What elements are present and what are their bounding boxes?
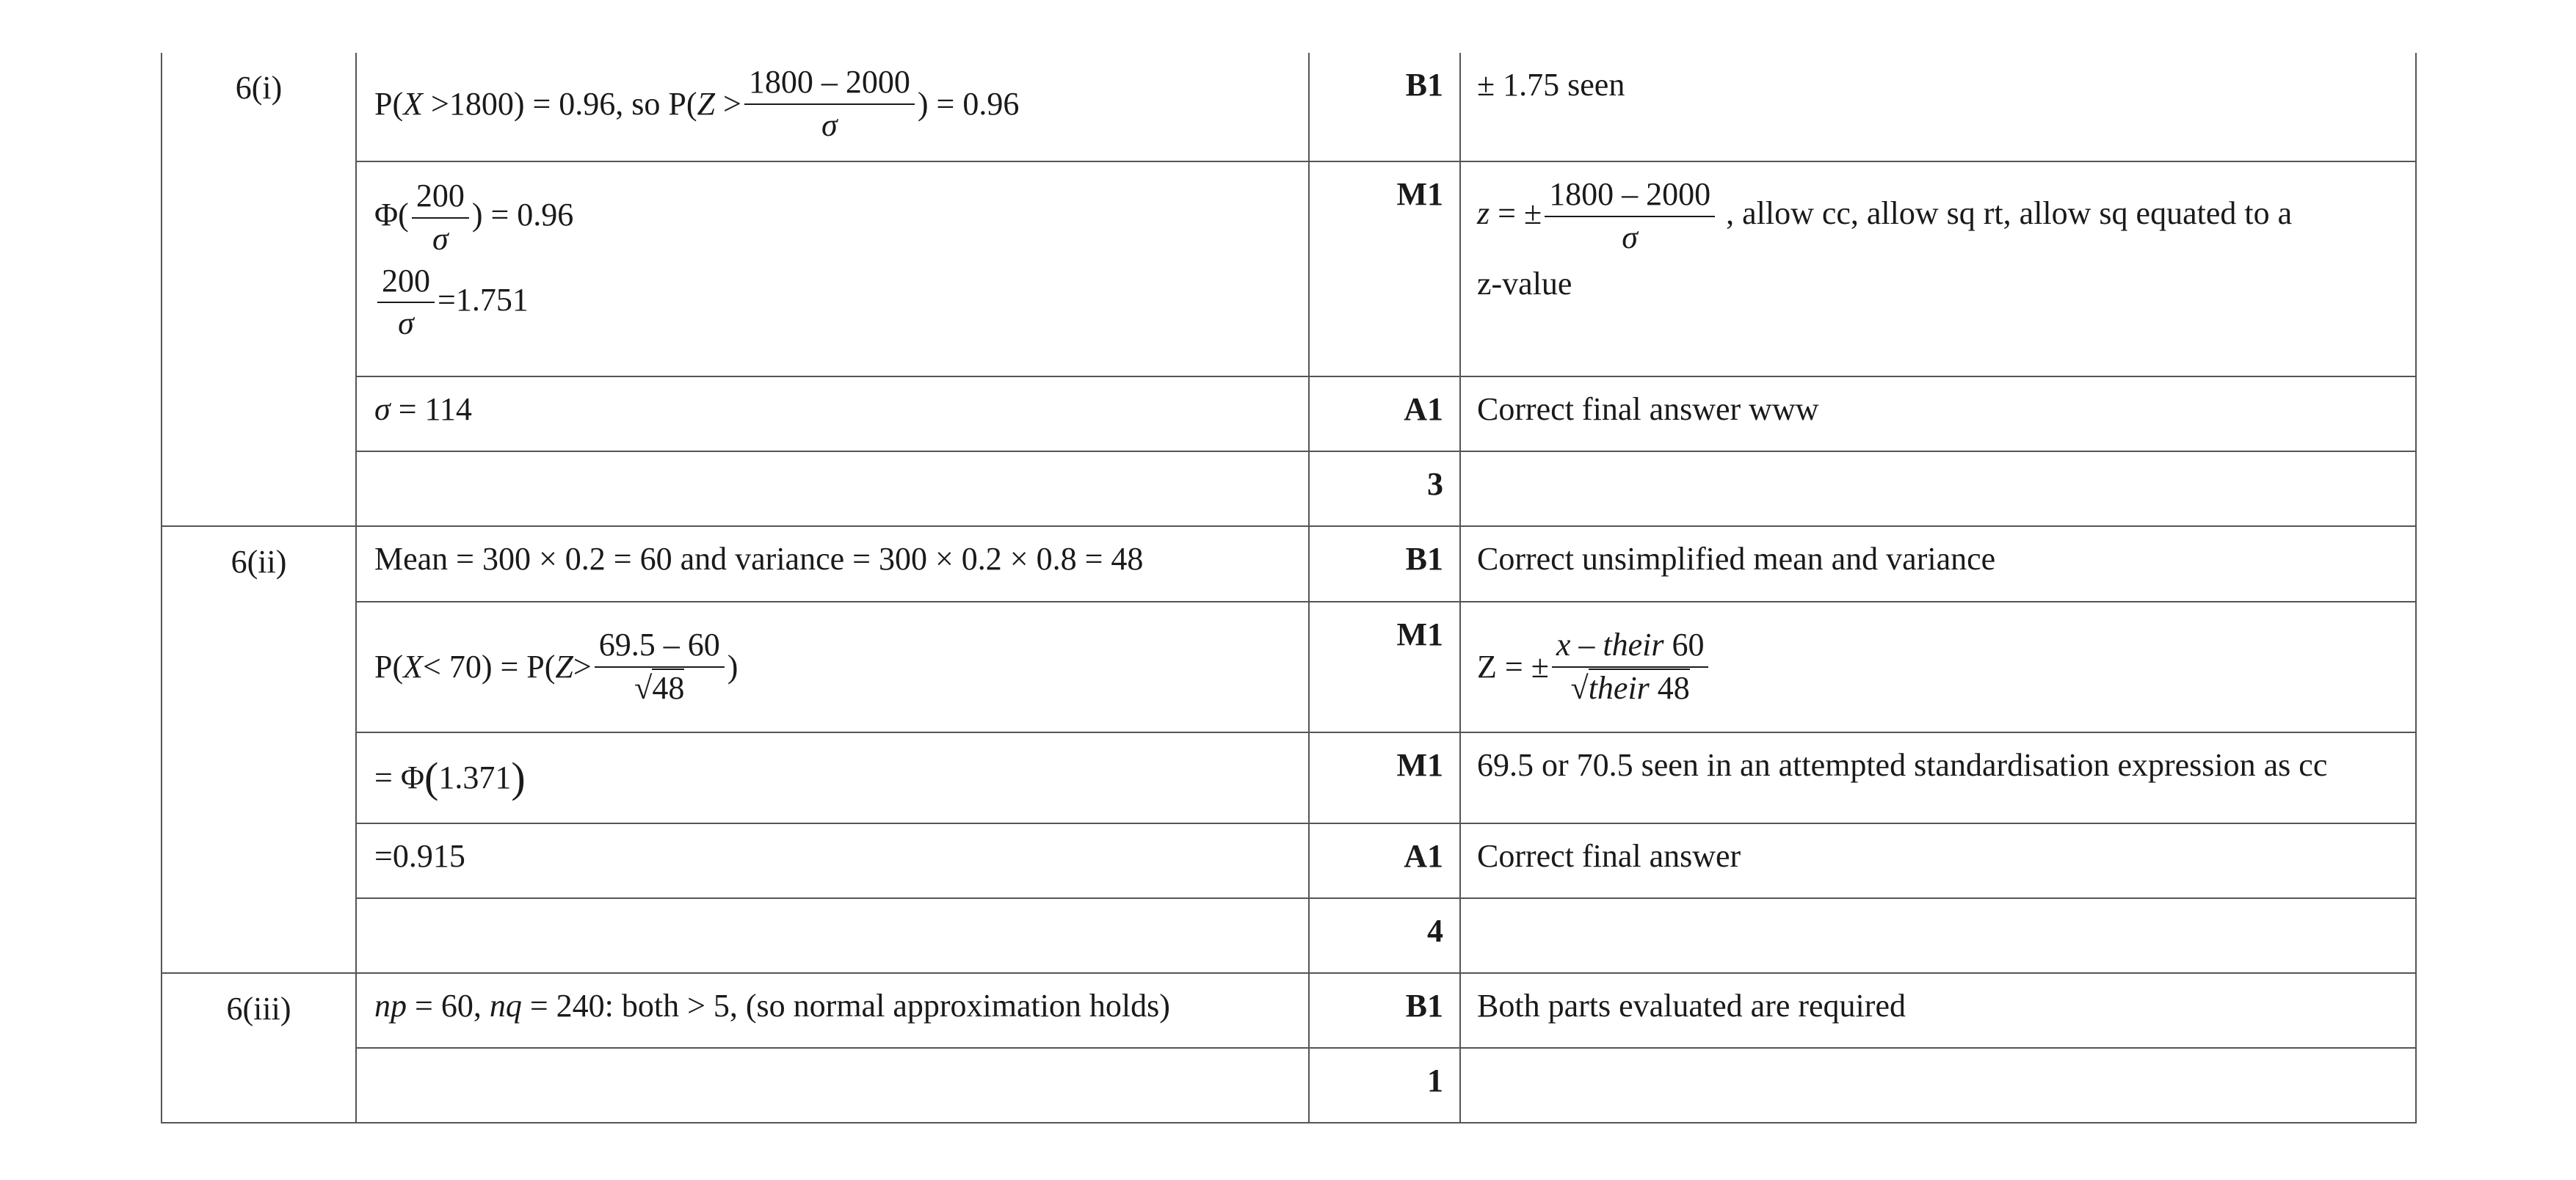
table-row (162, 732, 2416, 823)
guidance-cell: Both parts evaluated are required (1460, 973, 2416, 1048)
answer-cell (356, 898, 1309, 973)
question-label: 6(ii) (231, 544, 287, 580)
table-row (162, 823, 2416, 898)
table-row (162, 602, 2416, 732)
table-row (162, 526, 2416, 602)
total-mark-cell: 1 (1309, 1048, 1460, 1123)
answer-cell (356, 1048, 1309, 1123)
mark-cell: A1 (1309, 823, 1460, 898)
guidance-cell: Correct unsimplified mean and variance (1460, 526, 2416, 602)
mark-cell: M1 (1309, 161, 1460, 376)
question-number (162, 53, 356, 526)
answer-cell: =0.915 (356, 823, 1309, 898)
fraction: $\frac{69.5 - 60}{√48}$ (595, 626, 725, 708)
table-row (162, 898, 2416, 973)
answer-line: Φ( $\frac{200}{\sigma}$ ) = 0.96 (374, 178, 574, 257)
guidance-cell: Correct final answer www (1460, 376, 2416, 451)
guidance-cell: Z = ± $\frac{\text{x – their 60}}{\text{√their 48}}$ (1460, 602, 2416, 732)
question-label: 6(iii) (226, 991, 291, 1027)
question-label: 6(i) (235, 70, 283, 106)
answer-cell: Mean = 300 × 0.2 = 60 and variance = 300 × 0.2 × 0.8 = 48 (356, 526, 1309, 602)
question-number (162, 526, 356, 973)
answer-cell: σ = 114 (356, 376, 1309, 451)
mark-cell: B1 (1309, 526, 1460, 602)
answer-text: ) = 0.96 (917, 85, 1020, 122)
answer-text: P(X >1800) = 0.96, so P(Z > (374, 85, 741, 122)
answer-cell (356, 161, 1309, 376)
mark-cell: B1 (1309, 53, 1460, 161)
table-row (162, 53, 2416, 161)
mark-scheme-table (161, 53, 2415, 1123)
table-row (162, 1048, 2416, 1123)
table-row (162, 376, 2416, 451)
answer-cell: P( X < 70) = P( Z > $\frac{69.5 - 60}{√48}$ ) (356, 602, 1309, 732)
answer-cell: = Φ ( 1.371 ) (356, 732, 1309, 823)
guidance-cell: Correct final answer (1460, 823, 2416, 898)
mark-cell: A1 (1309, 376, 1460, 451)
guidance-cell: z = ± $\frac{1800 - 2000}{\sigma}$ , allow cc, allow sq rt, allow sq equated to a z-value (1460, 161, 2416, 376)
guidance-cell (1460, 1048, 2416, 1123)
answer-cell (356, 53, 1309, 161)
mark-cell: B1 (1309, 973, 1460, 1048)
guidance-cell: 69.5 or 70.5 seen in an attempted standardisation expression as cc (1460, 732, 2416, 823)
answer-cell: np = 60, nq = 240: both > 5, (so normal approximation holds) (356, 973, 1309, 1048)
question-number (162, 973, 356, 1123)
guidance-cell: ± 1.75 seen (1460, 53, 2416, 161)
answer-line: $\frac{200}{\sigma}$ =1.751 (374, 259, 1308, 344)
total-mark-cell: 4 (1309, 898, 1460, 973)
table-row (162, 451, 2416, 526)
mark-cell: M1 (1309, 732, 1460, 823)
table-row (162, 973, 2416, 1048)
fraction: $\frac{1800 - 2000}{\sigma}$ (744, 63, 915, 145)
guidance-cell (1460, 451, 2416, 526)
answer-cell (356, 451, 1309, 526)
mark-cell: M1 (1309, 602, 1460, 732)
table-row (162, 161, 2416, 376)
total-mark-cell: 3 (1309, 451, 1460, 526)
fraction: $\frac{\text{x – their 60}}{\text{√their 48}}$ (1552, 626, 1709, 708)
guidance-cell (1460, 898, 2416, 973)
